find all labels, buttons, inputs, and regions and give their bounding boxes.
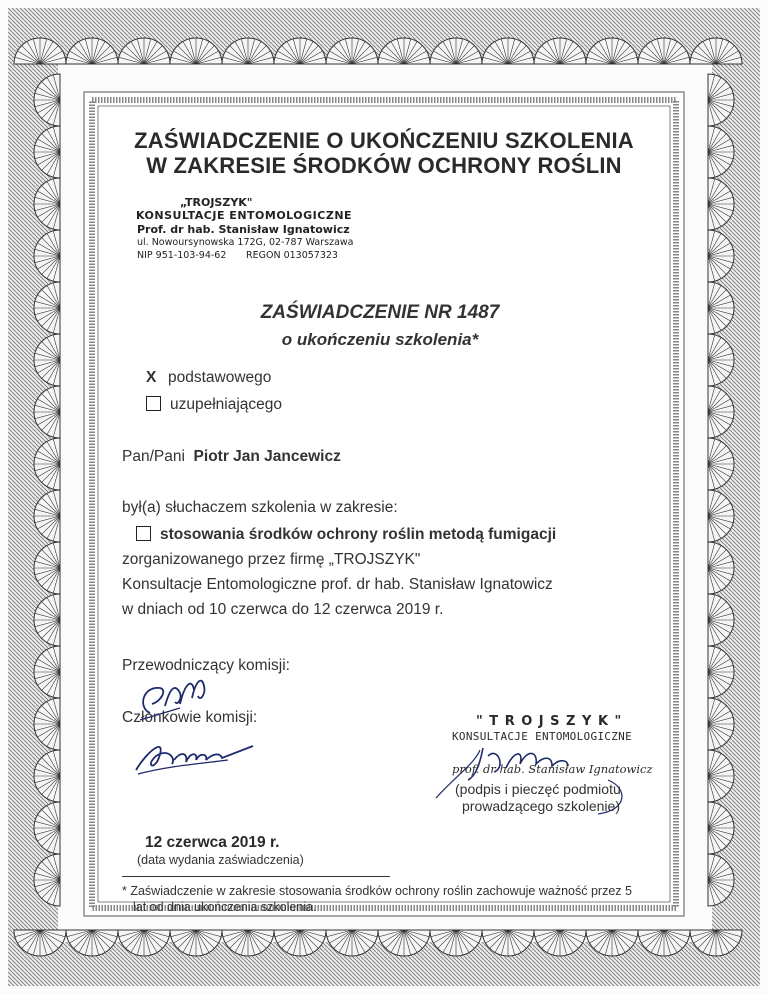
commission-chair-label: Przewodniczący komisji: (122, 657, 290, 674)
seal-caption-line2: prowadzącego szkolenie) (462, 798, 620, 814)
issuer-stamp-person: Prof. dr hab. Stanisław Ignatowicz (137, 223, 350, 236)
seal-company: KONSULTACJE ENTOMOLOGICZNE (452, 730, 632, 743)
person-prefix: Pan/Pani (122, 448, 185, 465)
member-signature (128, 730, 268, 780)
seal-signer: prof. dr hab. Stanisław Ignatowicz (452, 762, 653, 776)
certificate-subtitle: o ukończeniu szkolenia* (281, 330, 479, 349)
scope-intro: był(a) słuchaczem szkolenia w zakresie: (122, 499, 398, 516)
commission-members-label: Członkowie komisji: (122, 709, 258, 726)
organizer-name: Konsultacje Entomologiczne prof. dr hab. Stanisław Ignatowicz (122, 576, 553, 593)
option-basic-mark: X (146, 369, 157, 386)
organizer-line: zorganizowanego przez firmę „TROJSZYK" (122, 551, 421, 568)
issuer-stamp-nip: NIP 951-103-94-62 (137, 250, 227, 261)
option-basic-label: podstawowego (168, 369, 272, 386)
option-basic (146, 369, 271, 387)
checkbox-icon (136, 526, 151, 541)
issuer-stamp-company: KONSULTACJE ENTOMOLOGICZNE (136, 209, 353, 222)
issuer-stamp-name: „TROJSZYK" (180, 196, 253, 209)
training-dates: w dniach od 10 czerwca do 12 czerwca 2019 r. (122, 601, 444, 618)
issuer-stamp-regon: REGON 013057323 (246, 250, 338, 261)
footnote-line2: lat od dnia ukończenia szkolenia. (133, 900, 317, 914)
scope-item-label: stosowania środków ochrony roślin metodą fumigacji (160, 526, 557, 543)
seal-caption-line1: (podpis i pieczęć podmiotu (455, 781, 621, 797)
checkbox-icon (146, 396, 161, 411)
option-supplementary-label: uzupełniającego (170, 396, 283, 413)
option-supplementary (146, 396, 282, 414)
seal-name: " T R O J S Z Y K " (476, 714, 623, 729)
person-name: Piotr Jan Jancewicz (193, 448, 341, 465)
footnote-line1: * Zaświadczenie w zakresie stosowania środków ochrony roślin zachowuje ważność przez 5 (122, 884, 632, 898)
document-title-line2: W ZAKRESIE ŚRODKÓW OCHRONY ROŚLIN (146, 153, 622, 178)
scope-item (136, 526, 556, 544)
issue-date-caption: (data wydania zaświadczenia) (137, 853, 304, 867)
certificate-number: ZAŚWIADCZENIE NR 1487 (260, 302, 500, 323)
issue-date: 12 czerwca 2019 r. (145, 834, 280, 851)
document-title-line1: ZAŚWIADCZENIE O UKOŃCZENIU SZKOLENIA (134, 128, 634, 153)
issuer-stamp-address: ul. Nowoursynowska 172G, 02-787 Warszawa (137, 237, 354, 248)
chair-signature (120, 668, 230, 728)
footnote-rule (122, 876, 390, 877)
person-line (122, 448, 341, 466)
